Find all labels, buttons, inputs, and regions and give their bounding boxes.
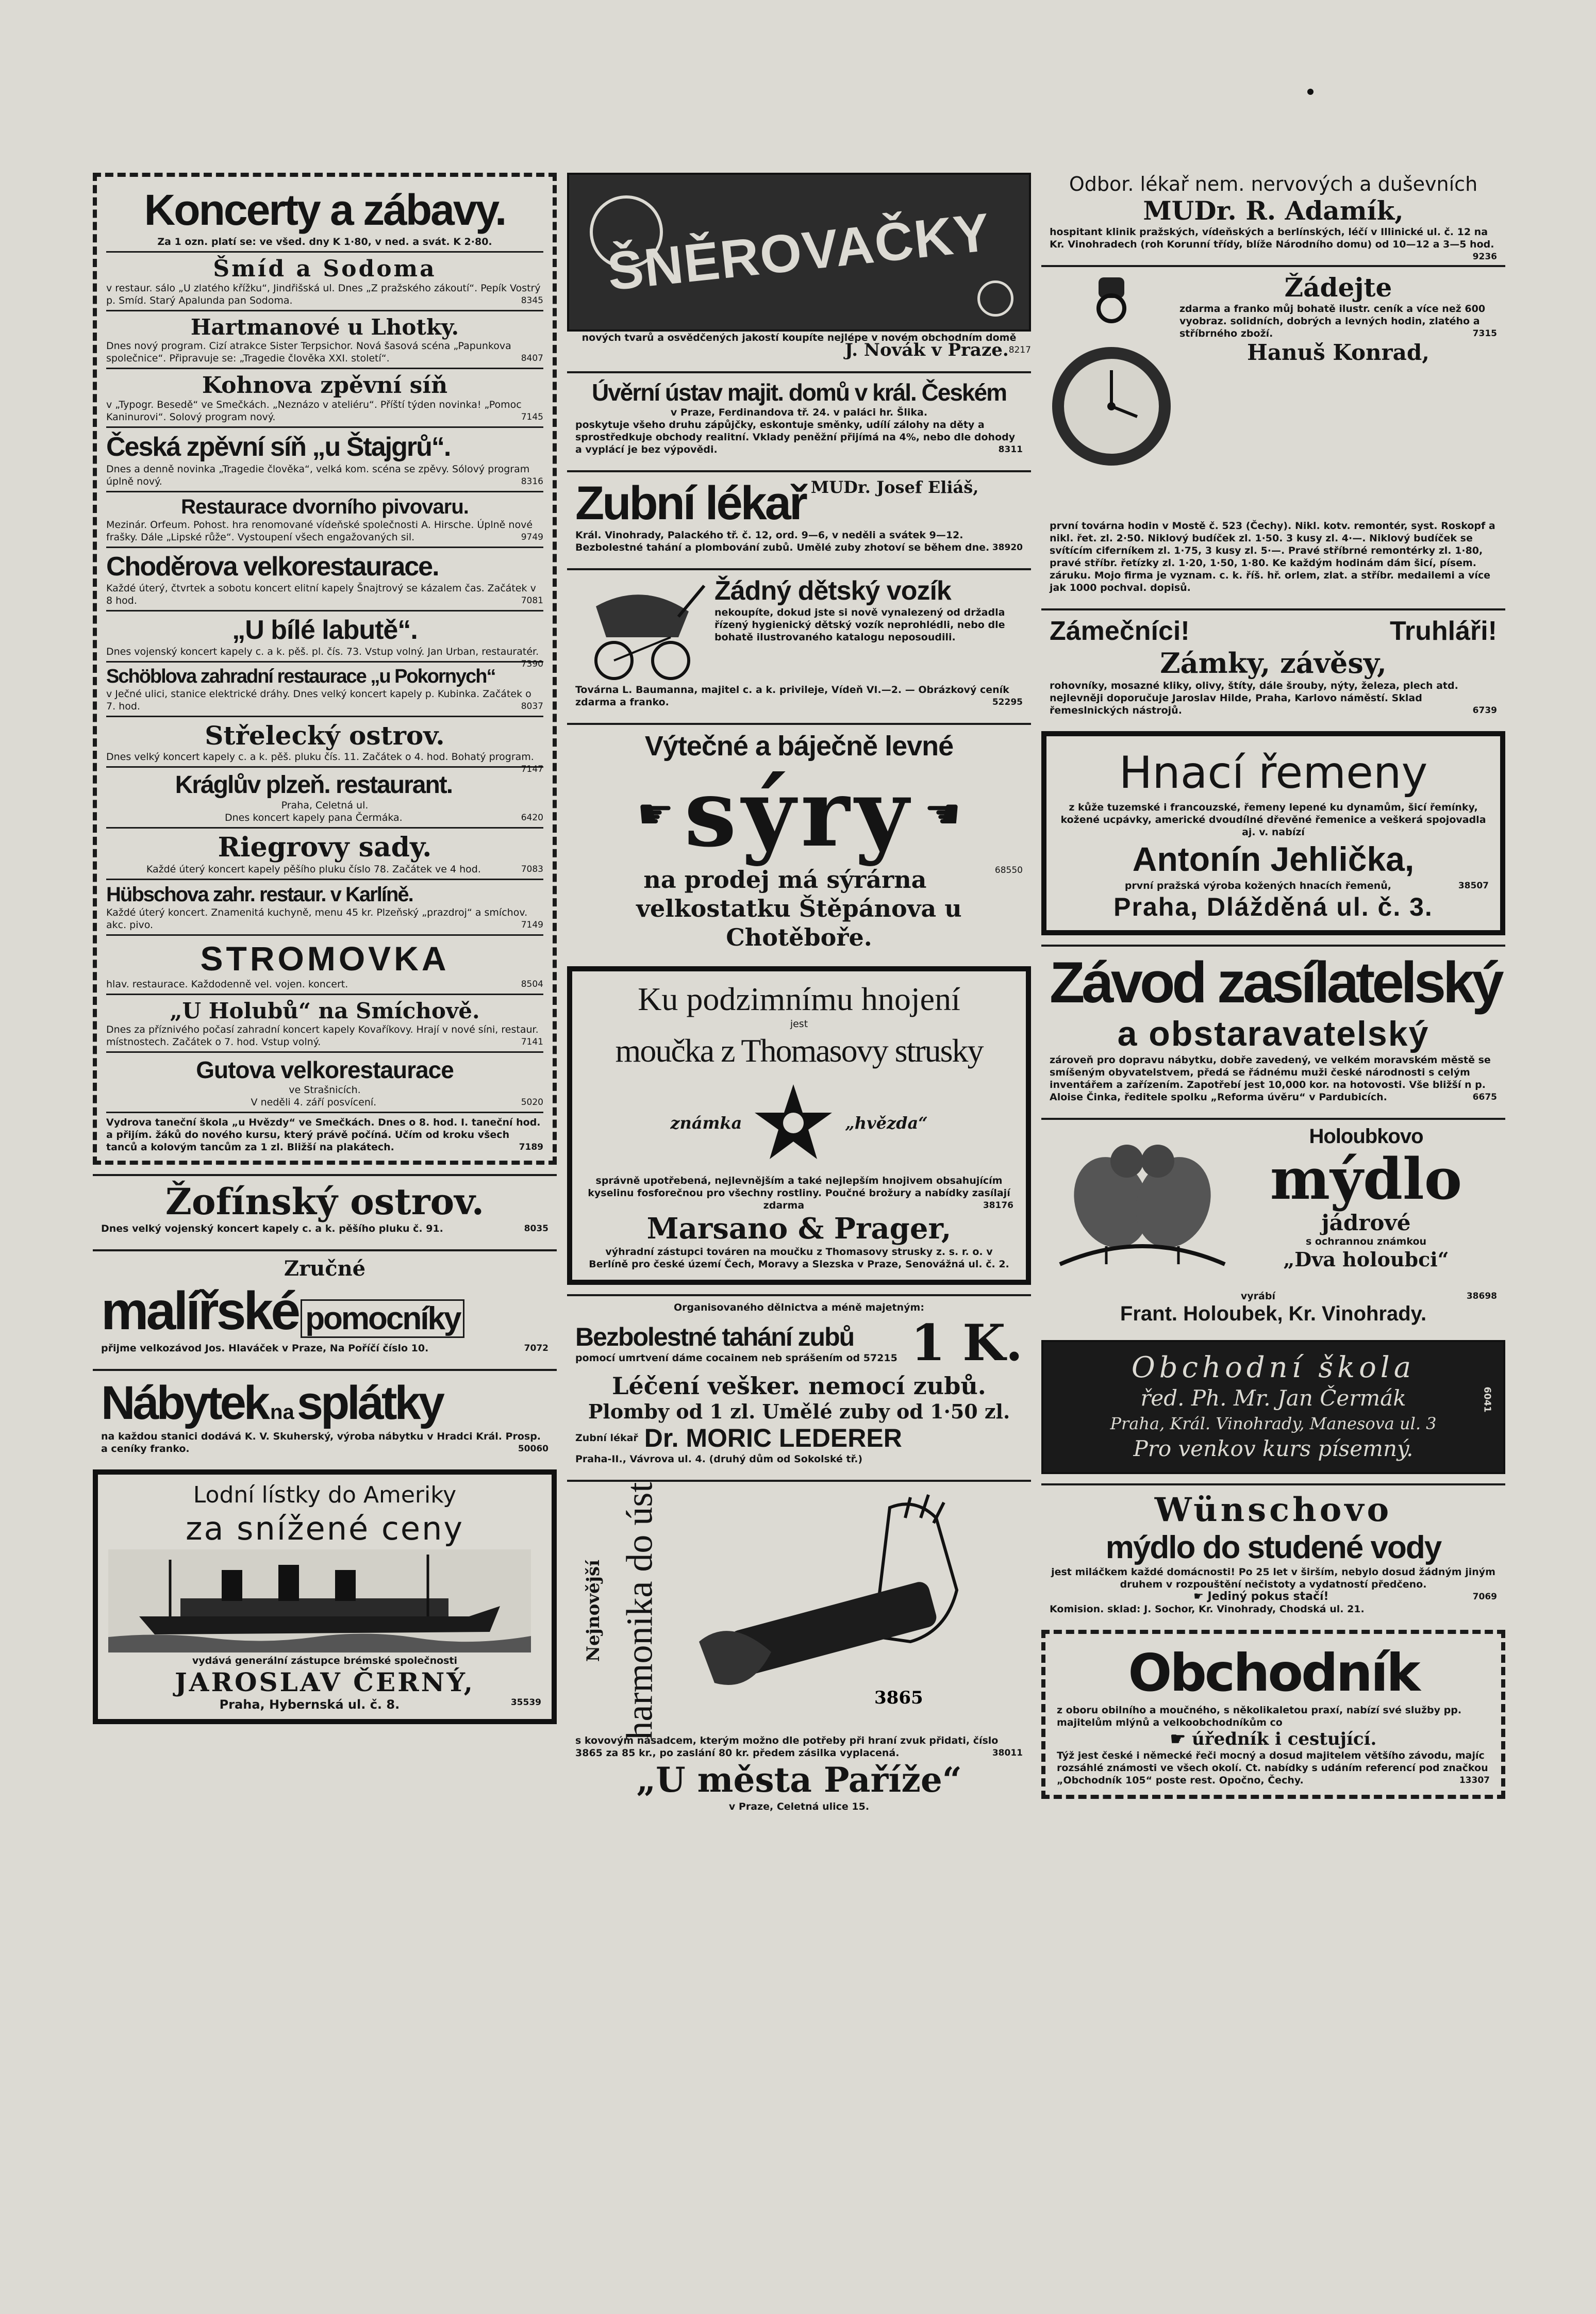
ad-number: 7149 [521, 920, 543, 930]
ad-number: 8037 [521, 701, 543, 712]
pointing-hand-icon: ☛ [1193, 1590, 1204, 1603]
ad-name: „U města Paříže“ [636, 1760, 962, 1800]
ad-text: poskytuje všeho druhu zápůjčky, eskontuje směnky, udílí zálohy na děty a sprostředkuje obchody realitní. Vklady peněžní přijímá na 4%, nebo dle dohody a vyplácí je bez výpovědi. [575, 419, 1016, 455]
ad-smid [106, 256, 543, 307]
ad-text-2: výhradní zástupci továren na moučku z Thomasovy strusky z. s. r. o. v Berlíně pro české území Čech, Moravy a Slezska v Praze, Senovážná ul. č. 2. [589, 1246, 1009, 1270]
ad-text: Dnes velký vojenský koncert kapely c. a k. pěšího pluku č. 91. [101, 1223, 443, 1234]
ad-konrad [1041, 265, 1505, 599]
ad-text: s kovovým násadcem, kterým možno dle potřeby při hraní zvuk přidati, číslo 3865 za 85 kr., po zaslání 80 kr. předem zásilka vyplacená. [575, 1735, 999, 1759]
ad-title: Restaurace dvorního pivovaru. [181, 495, 469, 518]
ad-name: Antonín Jehlička, [1132, 840, 1415, 878]
ad-schoblova [106, 666, 543, 713]
ink-dot [1307, 89, 1314, 95]
ad-number: 38920 [992, 542, 1023, 553]
ad-number: 6675 [1472, 1092, 1497, 1102]
ad-number: 38698 [1466, 1291, 1497, 1301]
ad-hubschova [106, 883, 543, 931]
ad-title: malířské [101, 1281, 298, 1341]
ad-text: Dnes nový program. Cizí atrakce Sister Terpsichor. Nová šasová scéna „Papunkova společnice“. Připravuje se: „Tragedie člověka XXI. století“. [106, 340, 511, 364]
ad-role: úředník i cestující. [1191, 1729, 1377, 1749]
ad-subtitle: Praha, Celetná ul. [281, 800, 369, 811]
ad-title: Ku podzimnímu hnojení [638, 981, 960, 1017]
ad-zamky [1041, 608, 1505, 722]
ad-kicker: Zručné [284, 1257, 366, 1281]
ad-number: 5020 [521, 1097, 543, 1108]
ad-name: Hanuš Konrad, [1247, 340, 1429, 365]
mark-label-2: „hvězda“ [845, 1113, 928, 1133]
ad-number: 7081 [521, 596, 543, 606]
ad-text: Každé úterý, čtvrtek a sobotu koncert elitní kapely Šnajtrový se kázalem čas. Začátek v 8 hod. [106, 583, 536, 606]
ad-number: 6420 [521, 813, 543, 823]
ad-text: v Ječné ulici, stanice elektrické dráhy. Dnes velký koncert kapely p. Kubinka. Začátek o 7. hod. [106, 688, 531, 712]
ad-title: Hübschova zahr. restaur. v Karlíně. [106, 883, 413, 906]
ad-title: Obchodní škola [1131, 1351, 1416, 1384]
ad-address: Praha, Dlážděná ul. č. 3. [1113, 892, 1433, 921]
ad-vozik [567, 568, 1031, 714]
ad-name: Dr. MORIC LEDERER [644, 1424, 902, 1452]
ad-title: Šmíd a Sodoma [213, 256, 437, 282]
ad-number: 8316 [521, 476, 543, 487]
ad-stromovka [106, 939, 543, 990]
ad-text: Dnes a denně novinka „Tragedie člověka“, velká kom. scéna se zpěvy. Sólový program úplně nový. [106, 464, 530, 487]
ad-obchodni-skola [1041, 1340, 1505, 1474]
ad-number: 38507 [1458, 881, 1489, 891]
ad-holubu [106, 998, 543, 1048]
ad-text: Dnes velký koncert kapely c. a k. pěš. pluku čís. 11. Začátek o 4. hod. Bohatý program. [106, 751, 534, 763]
ad-text: rohovníky, mosazné kliky, olivy, štíty, dále šrouby, nýty, železa, plech atd. nejlevněji doporučuje Jaroslav Hilde, Praha, Karlovo náměstí. Sklad řemeslnických nástrojů. [1050, 680, 1458, 716]
ad-title: Obchodník [1128, 1643, 1419, 1703]
ad-choderova [106, 551, 543, 607]
pointing-hand-right-icon: ☛ [637, 789, 674, 838]
ad-uverni [567, 371, 1031, 461]
ad-adamik [1041, 173, 1505, 262]
ad-syry [567, 723, 1031, 957]
ad-text: Dnes za příznivého počasí zahradní koncert kapely Kovaříkovy. Hrají v nové síni, restaur. místnostech. Začátek o 7. hod. Vstup volný. [106, 1024, 539, 1048]
ad-title-2: Léčení vešker. nemocí zubů. [612, 1372, 986, 1400]
ad-address: Komision. sklad: J. Sochor, Kr. Vinohrady, Chodská ul. 21. [1050, 1604, 1365, 1615]
ad-title: „U Holubů“ na Smíchově. [170, 998, 480, 1023]
column-2 [567, 173, 1031, 1827]
ad-kicker: Holoubkovo [1309, 1125, 1423, 1148]
ad-text: přijme velkozávod Jos. Hlaváček v Praze, Na Poříčí číslo 10. [101, 1343, 429, 1354]
ad-address: Praha, Král. Vinohrady, Manesova ul. 3 [1110, 1414, 1437, 1433]
ad-lodni-listky [93, 1469, 557, 1724]
ad-subtitle: Zámky, závěsy, [1160, 647, 1387, 680]
ad-line: Plomby od 1 zl. Umělé zuby od 1·50 zl. [588, 1400, 1010, 1423]
ad-address: v Praze, Ferdinandova tř. 24. v paláci hr. Šlika. [670, 407, 928, 418]
ad-title: Hartmanové u Lhotky. [190, 315, 459, 340]
column-3 [1041, 173, 1505, 1808]
ad-name: Továrna L. Baumanna, majitel c. a k. privileje, Vídeň VI.—2. — Obrázkový ceník zdarma a franko. [575, 684, 1009, 708]
ad-cta: Jediný pokus stačí! [1207, 1590, 1329, 1603]
ad-text: nových tvarů a osvědčených jakostí koupíte nejlépe v novém obchodním domě [581, 332, 1017, 343]
ad-title: Schöblova zahradní restaurace „u Pokornych“ [106, 666, 495, 687]
ad-number: 68550 [994, 865, 1023, 875]
ad-number: 8407 [521, 353, 543, 363]
ad-title: Žádný dětský vozík [714, 576, 951, 606]
ad-remeny [1041, 731, 1505, 935]
ad-text: Každé úterý koncert. Znamenitá kuchyně, menu 45 kr. Plzeňský „prazdroj“ a smíchov. akc. pivo. [106, 907, 528, 931]
ad-name: J. Novák v Praze. [844, 340, 1009, 360]
ad-wunsch [1041, 1483, 1505, 1621]
steamship-illustration [108, 1549, 531, 1652]
ad-mydlo [1041, 1118, 1505, 1331]
column-1 [93, 173, 557, 1733]
ad-number: 7189 [519, 1142, 543, 1152]
ad-number: 7083 [521, 864, 543, 874]
ad-title-2: moučka z Thomasovy strusky [615, 1032, 983, 1069]
ad-name: řed. Ph. Mr. Jan Čermák [1140, 1385, 1406, 1411]
ad-number: 8035 [524, 1224, 548, 1234]
section-title: Koncerty a zábavy. [144, 186, 506, 234]
ad-title-2: pomocníky [301, 1299, 464, 1338]
ad-number: 38011 [992, 1748, 1023, 1758]
ad-title: Zubní lékař [575, 477, 806, 530]
ad-title-2: Truhláři! [1389, 616, 1497, 646]
ad-text: z oboru obilního a moučného, s několikaletou praxí, nabízí své služby pp. majitelům mlýnů a velkoobchodníkům co [1057, 1705, 1462, 1728]
ad-side-title: harmonika do úst [619, 1482, 660, 1740]
ad-kraglu [106, 771, 543, 824]
ad-title: mýdlo [1270, 1146, 1462, 1212]
ad-riegrovy [106, 832, 543, 875]
ad-address: v Praze, Celetná ulice 15. [728, 1801, 870, 1812]
ad-text: Vydrova taneční škola „u Hvězdy“ ve Smečkách. Dnes o 8. hod. I. taneční hod. a přijím. žáků do nového kursu, který právě počíná. Učím od kroku všech tanců a kolovým tancům za 1 zl. Bližší na plakátech. [106, 1117, 541, 1153]
ad-text: jest miláčkem každé domácnosti! Po 25 let v širším, nebylo dosud žádným jiným druhem v rozpouštění nečistoty a vydatností předčeno. [1051, 1566, 1495, 1590]
ad-number: 7072 [524, 1343, 548, 1353]
ad-maliri [93, 1249, 557, 1360]
ad-hartmanove [106, 315, 543, 365]
ad-number: 50060 [518, 1444, 548, 1454]
ad-number: 7141 [521, 1037, 543, 1047]
ad-number: 52295 [992, 697, 1023, 707]
ad-connector: na [270, 1401, 294, 1424]
ad-number: 6041 [1482, 1386, 1493, 1413]
ad-text: V neděli 4. září posvícení. [251, 1097, 377, 1108]
ad-title: Lodní lístky do Ameriky [193, 1482, 457, 1508]
ad-number: 13307 [1459, 1775, 1490, 1786]
ad-number: 7069 [1472, 1592, 1497, 1602]
ad-kohnova [106, 372, 543, 423]
ad-strelecky [106, 720, 543, 774]
ad-text: na každou stanici dodává K. V. Skuherský, výroba nábytku v Hradci Král. Prosp. a ceníky franko. [101, 1431, 541, 1454]
ad-title: Kráglův plzeň. restaurant. [175, 771, 453, 799]
ad-title: Střelecký ostrov. [205, 720, 445, 751]
ad-title: Žádejte [1284, 272, 1392, 303]
ad-number: 7147 [521, 764, 543, 774]
ad-connector: vyrábí [1240, 1291, 1275, 1302]
ad-name: MUDr. R. Adamík, [1143, 195, 1404, 226]
ad-text: na prodej má sýrárna velkostatku Štěpánova u Chotěboře. [636, 866, 962, 951]
ad-address: Praha, Hybernská ul. č. 8. [219, 1697, 400, 1712]
ad-price: 1 K. [910, 1314, 1023, 1372]
ad-text: hlav. restaurace. Každodenně vel. vojen. koncert. [106, 979, 348, 990]
ad-nabytek [93, 1369, 557, 1460]
ad-word: sýry [684, 759, 914, 868]
ad-text-2: první pražská výroba kožených hnacích řemenů, [1124, 880, 1392, 891]
ad-number: 8504 [521, 979, 543, 989]
ad-zofin [93, 1174, 557, 1240]
ad-name: JAROSLAV ČERNÝ, [175, 1667, 475, 1697]
ad-title: Kohnova zpěvní síň [202, 372, 448, 399]
ad-title-2: splátky [296, 1377, 442, 1429]
ad-number: 38176 [983, 1200, 1013, 1211]
ad-title: Zámečníci! [1050, 616, 1190, 646]
ad-subtitle: jádrové [1321, 1210, 1411, 1235]
ad-number: 8311 [998, 444, 1023, 455]
ad-title: Žofínský ostrov. [165, 1180, 485, 1223]
star-trademark-icon [752, 1082, 835, 1164]
ad-text-2: první továrna hodin v Mostě č. 523 (Čechy). Nikl. kotv. remontér, syst. Roskopf a nikl. řet. zl. 2·50. Niklový budíček zl. 1·50. 3 kusy zl. 4·—. Niklový budíček se svítícím ciferníkem zl. 1·75, 3 kusy zl. 5·—. Pravé stříbrné remontérky zl. 1·80, pravé stříbr. řetízky zl. 1·20, 1·50, 1·80. Ke každým hodinám dám šicí, písem. záruku. Mojo firma je vyznam. c. k. říš. hř. orlem, zlat. a stříbr. medailemi a více jak 1000 pochval. dopisů. [1050, 520, 1495, 593]
ad-title: Gutova velkorestaurace [196, 1056, 454, 1083]
ad-title: Nábytek [101, 1377, 268, 1429]
ad-dvorni [106, 495, 543, 543]
ad-harmonika [567, 1480, 1031, 1818]
ad-name: MUDr. Josef Eliáš, [810, 477, 979, 497]
ad-text: Každé úterý koncert kapely pěšího pluku číslo 78. Začátek ve 4 hod. [146, 864, 481, 875]
ad-strusky [567, 966, 1031, 1285]
ornament-icon [977, 280, 1013, 317]
ad-number: 8217 [1008, 345, 1031, 355]
ad-text: nekoupíte, dokud jste si nově vynalezený od držadla řízený hygienický dětský vozík neprohlédli, nebo dle bohatě ilustrovaného katalogu neposoudili. [714, 607, 1005, 643]
ad-text: hospitant klinik pražských, vídeňských a berlínských, léčí v Illinické ul. č. 12 na Kr. Vinohradech (roh Korunní třídy, blíže Národního domu) od 10—12 a 3—5 hod. [1050, 226, 1494, 250]
ad-text: Král. Vinohrady, Palackého tř. č. 12, ord. 9—6, v neděli a svátek 9—12. Bezbolestné tahání a plombování zubů. Umělé zuby zhotoví se během dne. [575, 530, 990, 553]
ad-side-label: Nejnovější [583, 1559, 604, 1662]
ad-title: „U bílé labutě“. [232, 615, 418, 645]
ad-text: Mezinár. Orfeum. Pohost. hra renomované vídeňské společnosti A. Hirsche. Úplně nové frašky. Dále „Lipské růže“. Vystoupení všech engažovaných sil. [106, 519, 533, 543]
ad-text: Dnes koncert kapely pana Čermáka. [225, 812, 403, 823]
ad-text: v „Typogr. Besedě“ ve Smečkách. „Neznázo v ateliéru“. Příští týden novinka! „Pomoc Kaninurovi“. Solový program nový. [106, 399, 522, 423]
koncerty-section [93, 173, 557, 1165]
ad-number: 6739 [1472, 705, 1497, 716]
price-note: Za 1 ozn. platí se: ve všed. dny K 1·80, v ned. a svát. K 2·80. [157, 236, 492, 247]
ad-title-2: mýdlo do studené vody [1105, 1530, 1441, 1565]
pointing-hand-left-icon: ☚ [924, 789, 961, 838]
ad-title: Úvěrní ústav majit. domů v král. Českém [591, 379, 1007, 406]
ad-gutova [106, 1056, 543, 1109]
ad-text: Pro venkov kurs písemný. [1133, 1436, 1414, 1461]
ad-name: Frant. Holoubek, Kr. Vinohrady. [1120, 1302, 1427, 1325]
ad-number: 9236 [1472, 252, 1497, 262]
ad-address: Praha-II., Vávrova ul. 4. (druhý dům od Sokolské tř.) [575, 1453, 863, 1465]
ad-mark-name: „Dva holoubci“ [1283, 1248, 1449, 1271]
ad-snerovacky [567, 173, 1031, 362]
ad-text: Dnes vojenský koncert kapely c. a k. pěš. pl. čís. 73. Vstup volný. Jan Urban, restauratér. [106, 646, 539, 657]
ad-title: Česká zpěvní síň „u Štajgrů“. [106, 432, 451, 462]
ad-number: 7315 [1472, 328, 1497, 339]
ad-title-2: za snížené ceny [185, 1510, 464, 1547]
ad-title: STROMOVKA [200, 939, 450, 978]
ad-mark-label: s ochrannou známkou [1305, 1236, 1427, 1247]
ad-title-2: a obstaravatelský [1117, 1014, 1429, 1053]
mark-label: známka [670, 1113, 742, 1133]
ad-vydrova [106, 1116, 543, 1153]
ad-connector: jest [790, 1018, 808, 1030]
ad-number: 8345 [521, 295, 543, 306]
ad-text: v restaur. sálo „U zlatého křížku“, Jindřišská ul. Dnes „Z pražského zákoutí“. Pepík Vostrý p. Smíd. Starý Apalunda pan Sodoma. [106, 283, 541, 306]
ad-number: 35539 [510, 1697, 541, 1708]
ad-title: Riegrovy sady. [218, 832, 432, 863]
ad-bile-labute [106, 615, 543, 669]
ad-kicker: Organisovaného dělnictva a méně majetným: [674, 1302, 924, 1313]
ad-title: Závod zasílatelský [1050, 950, 1501, 1015]
model-number: 3865 [874, 1688, 923, 1708]
ad-title: Výtečné a báječně levné [644, 731, 954, 762]
ad-name: Marsano & Prager, [646, 1212, 952, 1246]
ad-number: 7390 [521, 659, 543, 669]
ad-text: správně upotřebená, nejlevnějším a také nejlepším hnojivem obsahujícím kyselinu fosforečnou pro všechny rostliny. Poučné brožury a nabídky zasílají zdarma [588, 1175, 1010, 1211]
ad-number: 9749 [521, 532, 543, 542]
ad-text-2: Týž jest české i německé řeči mocný a dosud majitelem většího závodu, majíc rozsáhlé známosti ve všech okolí. Ct. nabídky s udáním referencí pod značkou „Obchodník 105“ poste rest. Opočno, Čechy. [1057, 1750, 1488, 1786]
harmonica-illustration [668, 1487, 1029, 1734]
ad-text: zároveň pro dopravu nábytku, dobře zavedený, ve velkém moravském městě se smíšeným obyvatelstvem, předá se řádnému muži české národnosti s celým inventářem a zařízením. Zapotřebí jest 10,000 kor. na hotovosti. Vše bližší n p. Aloise Činka, ředitele spolku „Reforma úvěru“ v Pardubicích. [1050, 1054, 1491, 1103]
ad-ceska [106, 431, 543, 488]
ad-kicker: Odbor. lékař nem. nervových a duševních [1069, 173, 1478, 195]
ad-lederer [567, 1294, 1031, 1470]
ad-number: 7145 [521, 412, 543, 422]
ad-subtitle: ve Strašnicích. [289, 1084, 361, 1096]
ad-zubni-lekar [567, 470, 1031, 559]
ad-number: 57215 [863, 1352, 897, 1364]
ad-title: Wünschovo [1154, 1491, 1392, 1529]
pram-illustration [575, 575, 709, 684]
ad-text: vydává generální zástupce brémské společnosti [192, 1655, 458, 1666]
pocket-watch-illustration [1050, 272, 1173, 520]
ad-text: pomocí umrtvení dáme cocainem neb sprášením od [575, 1352, 860, 1364]
ad-obchodnik [1041, 1630, 1505, 1799]
ad-prefix: Zubní lékař [575, 1432, 638, 1444]
ad-text: z kůže tuzemské i francouzské, řemeny lepené ku dynamům, šicí řemínky, kožené ucpávky, americké dvoudílné dřevěné řemenice a veškerá spojovadla aj. v. nabízí [1060, 802, 1486, 838]
ad-title: Choděrova velkorestaurace. [106, 552, 439, 582]
two-doves-illustration [1050, 1125, 1235, 1290]
ad-title: Hnací řemeny [1119, 747, 1428, 799]
ad-text: zdarma a franko můj bohatě ilustr. ceník a více než 600 vyobraz. solidních, dobrých a levných hodin, zlatého a stříbrného zboží. [1179, 303, 1486, 339]
ad-title: ŠNĚROVAČKY [604, 202, 994, 302]
ad-title: Bezbolestné tahání zubů [575, 1322, 854, 1351]
ad-zasilatelsky [1041, 945, 1505, 1109]
pointing-hand-icon: ☛ [1170, 1729, 1186, 1749]
